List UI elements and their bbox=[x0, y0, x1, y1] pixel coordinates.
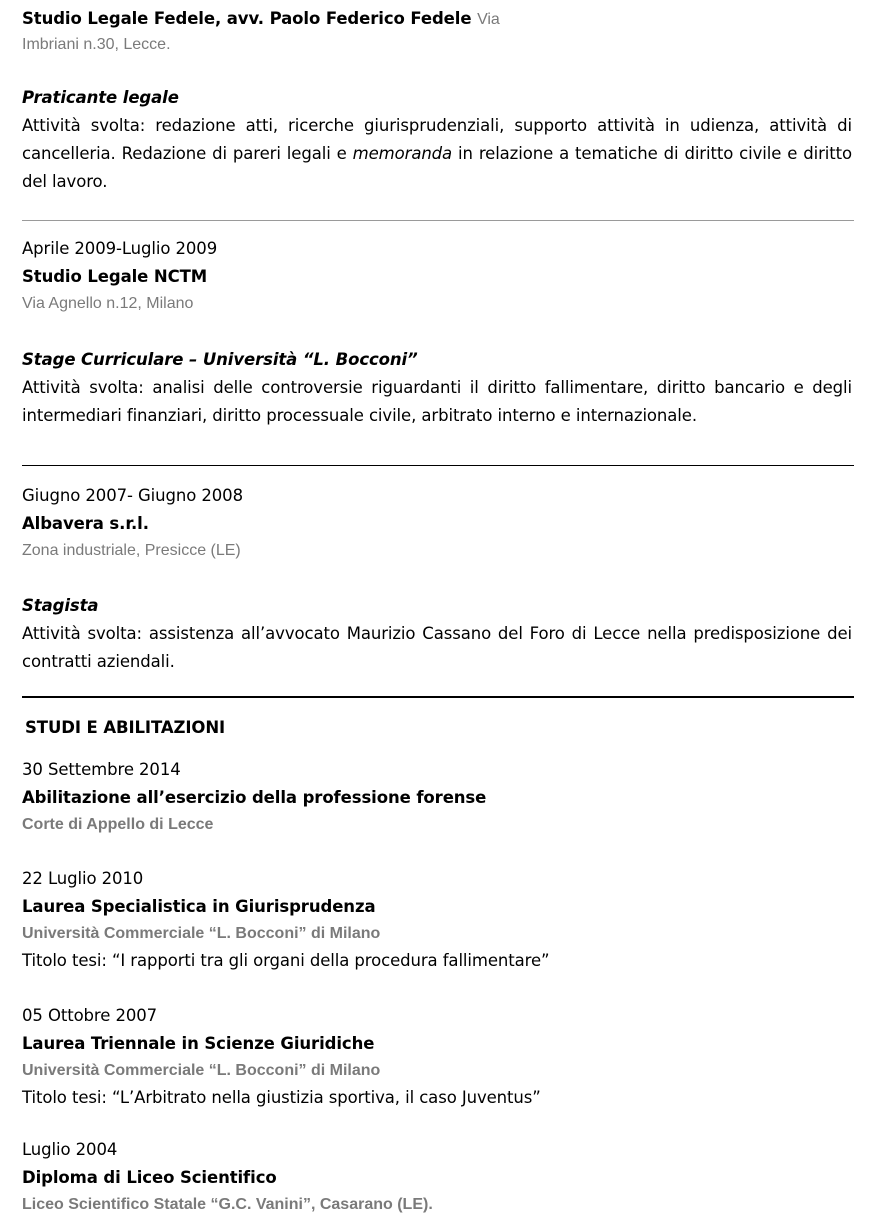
study-title: Laurea Specialistica in Giurisprudenza bbox=[22, 897, 376, 916]
job-description: Attività svolta: assistenza all’avvocato Maurizio Cassano del Foro di Lecce nella predisposizione dei contratti aziendali. bbox=[22, 624, 852, 671]
job-role: Stage Curriculare – Università “L. Bocconi” bbox=[22, 350, 418, 369]
job-entry-nctm bbox=[22, 235, 852, 430]
study-date: 22 Luglio 2010 bbox=[22, 869, 144, 888]
study-entry bbox=[22, 1002, 852, 1112]
study-date: Luglio 2004 bbox=[22, 1140, 118, 1159]
studies-heading bbox=[25, 714, 855, 742]
study-entry bbox=[22, 865, 852, 975]
study-title: Diploma di Liceo Scientifico bbox=[22, 1168, 277, 1187]
job-address-part: Via bbox=[477, 11, 500, 28]
section-divider-thick bbox=[22, 696, 854, 698]
study-thesis: Titolo tesi: “I rapporti tra gli organi della procedura fallimentare” bbox=[22, 951, 550, 970]
job-description: Attività svolta: analisi delle controversie riguardanti il diritto fallimentare, diritto bancario e degli intermediari finanziari, diritto processuale civile, arbitrato interno e internazionale. bbox=[22, 378, 852, 425]
job-dates: Aprile 2009-Luglio 2009 bbox=[22, 239, 218, 258]
job-address: Via Agnello n.12, Milano bbox=[22, 295, 194, 312]
job-description bbox=[22, 112, 852, 196]
study-thesis: Titolo tesi: “L’Arbitrato nella giustizia sportiva, il caso Juventus” bbox=[22, 1088, 541, 1107]
job-role: Praticante legale bbox=[22, 88, 179, 107]
job-entry-albavera bbox=[22, 482, 852, 676]
job-firm-name: Studio Legale Fedele, avv. Paolo Federico Fedele bbox=[22, 9, 472, 28]
section-divider bbox=[22, 465, 854, 466]
study-institution: Liceo Scientifico Statale “G.C. Vanini”, Casarano (LE). bbox=[22, 1196, 433, 1213]
job-entry-fedele bbox=[22, 5, 852, 196]
job-description-text-end: in relazione a tematiche di diritto civile e diritto del lavoro. bbox=[22, 144, 852, 191]
study-date: 30 Settembre 2014 bbox=[22, 760, 181, 779]
section-heading: STUDI E ABILITAZIONI bbox=[25, 718, 226, 737]
study-institution: Università Commerciale “L. Bocconi” di Milano bbox=[22, 925, 381, 942]
job-firm-line bbox=[22, 5, 852, 34]
job-address: Zona industriale, Presicce (LE) bbox=[22, 542, 241, 559]
job-address: Imbriani n.30, Lecce. bbox=[22, 36, 171, 53]
job-firm-name: Studio Legale NCTM bbox=[22, 267, 208, 286]
study-entry bbox=[22, 1136, 852, 1218]
job-role: Stagista bbox=[22, 596, 99, 615]
job-description-text: Attività svolta: redazione atti, ricerche giurisprudenziali, supporto attività in udienza, attività di cancelleria. Redazione di pareri legali e bbox=[22, 116, 852, 163]
study-institution: Corte di Appello di Lecce bbox=[22, 816, 214, 833]
study-title: Laurea Triennale in Scienze Giuridiche bbox=[22, 1034, 375, 1053]
job-dates: Giugno 2007- Giugno 2008 bbox=[22, 486, 243, 505]
job-description-italic: memoranda bbox=[352, 144, 453, 163]
study-entry bbox=[22, 756, 852, 838]
section-divider bbox=[22, 220, 854, 221]
study-title: Abilitazione all’esercizio della professione forense bbox=[22, 788, 487, 807]
job-firm-name: Albavera s.r.l. bbox=[22, 514, 149, 533]
study-date: 05 Ottobre 2007 bbox=[22, 1006, 158, 1025]
study-institution: Università Commerciale “L. Bocconi” di Milano bbox=[22, 1062, 381, 1079]
